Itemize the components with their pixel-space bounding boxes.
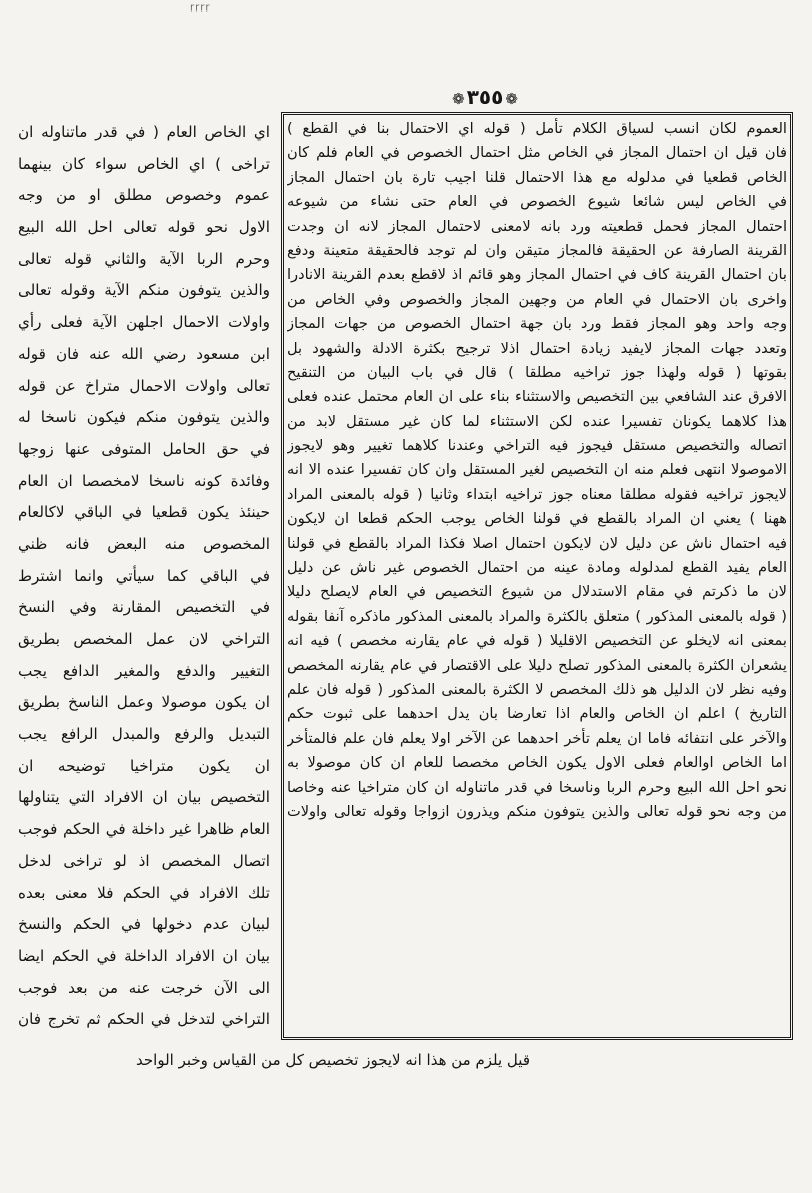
margin-text-line: وفائدة كونه ناسخا لامخصصا ان العام bbox=[18, 471, 270, 490]
page-number bbox=[430, 82, 540, 112]
main-text-line: القرينة الصارفة عن الحقيقة فالمجاز متيقن وان لم توجد فالحقيقة متعينة ودفع bbox=[287, 241, 787, 259]
main-text-line: الخاص قطعيا في مدلوله مع هذا الاحتمال قلنا اجيب تارة بان احتمال المجاز bbox=[287, 168, 787, 186]
main-text-line: التاريخ ) اعلم ان الخاص والعام اذا تعارضا بان يدل احدهما على ثبوت حكم bbox=[287, 705, 787, 723]
margin-text-line: تراخى ) اي الخاص سواء كان بينهما bbox=[18, 154, 270, 173]
margin-text-line: اي الخاص العام ( في قدر ماتناوله ان bbox=[18, 123, 270, 141]
margin-text-line: حينئذ يكون قطعيا في الباقي لاكالعام bbox=[18, 503, 270, 522]
top-ink-mark: ṛṛṛṛ bbox=[190, 2, 211, 13]
margin-text-line: المخصوص منه البعض فانه ظني bbox=[18, 534, 270, 553]
margin-text-line: التبديل والرفع والمبدل الرافع يجب bbox=[18, 725, 270, 744]
main-text-line: ههنا ) يعني ان المراد بالقطع في قولنا الخاص يوجب الحكم قطعا ان لايكون bbox=[287, 510, 787, 528]
margin-text-line: في التخصيص المقارنة وفي النسخ bbox=[18, 598, 270, 617]
main-text-line: ( قوله بالمعنى المذكور ) متعلق بالكثرة والمراد بالمعنى المذكور ماذكره آنفا بقوله bbox=[287, 607, 787, 625]
ornament-left-icon: ❁ bbox=[505, 90, 518, 108]
margin-text-line: وحرم الربا الآية والثاني قوله تعالى bbox=[18, 249, 270, 268]
margin-text-line: تعالى واولات الاحمال متراخ عن قوله bbox=[18, 376, 270, 395]
main-text-line: الافرق عند الشافعي بين التخصيص والاستثناء بناء على ان العام محتمل عنده فعلى bbox=[287, 388, 787, 406]
margin-text-line: ان يكون متراخيا توضيحه ان bbox=[18, 756, 270, 775]
main-text-line: بمعنى انه لايخلو عن التخصيص الاقليلا ( قوله في عام يقارنه مخصص ) فيه انه bbox=[287, 632, 787, 650]
main-text-line: فيه احتمال ناش عن دليل لان لايكون احتمال اصلا فكذا المراد بالقطع في قولنا bbox=[287, 534, 787, 552]
margin-text-line: اتصال المخصص اذ لو تراخى لدخل bbox=[18, 851, 270, 870]
main-text-line: وجه واحد وهو المجاز فقط ورد بان جهة احتمال الخصوص من جهات المجاز bbox=[287, 315, 787, 333]
main-text-line: وتعدد جهات المجاز لايفيد زيادة احتمال اذلا ترجيح بكثرة الادلة والشهود بل bbox=[287, 339, 787, 357]
margin-text-line: التغيير والدفع والمغير الدافع يجب bbox=[18, 661, 270, 680]
margin-text-line: تلك الافراد في الحكم فلا معنى بعده bbox=[18, 883, 270, 902]
main-text-line: وفيه نظر لان الدليل هو ذلك المخصص لا الكثرة بالمعنى المذكور ( قوله فان علم bbox=[287, 680, 787, 698]
margin-text-line: والذين يتوفون منكم الآية وقوله تعالى bbox=[18, 281, 270, 300]
main-text-line: واخرى بان الاحتمال في العام من وجهين المجاز والخصوص وفي الخاص من bbox=[287, 290, 787, 308]
margin-text-line: بيان ان الافراد الداخلة في الحكم ايضا bbox=[18, 946, 270, 965]
main-commentary-column bbox=[287, 117, 787, 1035]
margin-text-line: ان يكون موصولا وعمل الناسخ بطريق bbox=[18, 693, 270, 712]
margin-text-line: التراخي لان عمل المخصص بطريق bbox=[18, 630, 270, 648]
main-text-line: في الخاص ليس شائعا شيوع الخصوص في العام حتى نشاء من شيوعه bbox=[287, 193, 787, 211]
main-text-line: اتصاله والتخصيص مستقل فيجوز فيه التراخي وعندنا كلاهما تغيير وهو لايجوز bbox=[287, 437, 787, 455]
margin-text-line: العام ظاهرا غير داخلة في الحكم فوجب bbox=[18, 820, 270, 839]
margin-text-line: الاول نحو قوله تعالى احل الله البيع bbox=[18, 218, 270, 237]
margin-text-line: عموم وخصوص مطلق او من وجه bbox=[18, 186, 270, 205]
main-text-line: الاموصولا انتهى فعلم منه ان التخصيص لغير المستقل وان كان تفسيرا عنده الا انه bbox=[287, 461, 787, 479]
main-text-line: فان قيل ان احتمال المجاز في الخاص مثل احتمال الخصوص في العام فلم كان bbox=[287, 144, 787, 162]
margin-commentary-column bbox=[18, 117, 270, 1047]
margin-text-line: التخصيص بيان ان الافراد التي يتناولها bbox=[18, 788, 270, 807]
main-text-line: احتمال المجاز فحمل قطعيته ورد بانه لامعنى لاحتمال المجاز لانه ان وجدت bbox=[287, 217, 787, 235]
margin-text-line: والذين يتوفون منكم فيكون ناسخا له bbox=[18, 408, 270, 427]
margin-text-line: في الباقي كما سيأتي وانما اشترط bbox=[18, 566, 270, 585]
margin-text-line: التراخي لتدخل في الحكم ثم تخرج فان bbox=[18, 1010, 270, 1029]
main-text-line: اما الخاص اوالعام فعلى الاول يكون الخاص مخصصا للعام ان كان موصولا به bbox=[287, 754, 787, 772]
margin-text-line: ابن مسعود رضي الله عنه فان قوله bbox=[18, 344, 270, 363]
margin-text-line: لبيان عدم دخولها في الحكم والنسخ bbox=[18, 915, 270, 934]
main-text-line: لان ما ذكرتم في مقام الاستدلال من شيوع التخصيص في العام لايصلح دليلا bbox=[287, 583, 787, 601]
main-text-line: يشعران الكثرة بالمعنى المذكور تصلح دليلا على الاقتصار في عام يقارنه المخصص bbox=[287, 656, 787, 674]
main-text-line: والآخر على انتفائه فاما ان يعلم تأخر احدهما عن الآخر اولا يعلم فان علم فالمتأخر bbox=[287, 729, 787, 747]
ornament-right-icon: ❁ bbox=[452, 90, 465, 108]
page-number-value: ٣٥٥ bbox=[466, 85, 504, 109]
main-text-line: من وجه نحو قوله تعالى والذين يتوفون منكم ويذرون ازواجا وقوله تعالى واولات bbox=[287, 802, 787, 820]
main-text-line: بان احتمال القرينة كاف في احتمال المجاز وهو قائم اذ لاقطع بعدم القرينة الانادرا bbox=[287, 266, 787, 284]
main-text-line: العموم لكان انسب لسياق الكلام تأمل ( قوله اي الاحتمال بنا في القطع ) bbox=[287, 120, 787, 137]
main-text-line: بقوتها ( قوله ولهذا جوز تراخيه مطلقا ) قال في باب البيان من التنقيح bbox=[287, 363, 787, 381]
main-text-line: العام يفيد القطع لمدلوله ومادة عينه من احتمال الخصوص غير ناش عن دليل bbox=[287, 559, 787, 577]
footer-catchline: قيل يلزم من هذا انه لايجوز تخصيص كل من القياس وخبر الواحد bbox=[136, 1051, 530, 1069]
margin-text-line: واولات الاحمال اجلهن الآية فعلى رأي bbox=[18, 313, 270, 332]
margin-text-line: الى الآن خرجت عنه من بعد فوجب bbox=[18, 978, 270, 997]
main-text-line: نحو احل الله البيع وحرم الربا وناسخا في قدر ماتناوله ان كان متراخيا عنه وخاصا bbox=[287, 778, 787, 796]
margin-text-line: في حق الحامل المتوفى عنها زوجها bbox=[18, 439, 270, 458]
main-text-line: لايجوز تراخيه فقوله مطلقا معناه جوز تراخيه ابتداء وثانيا ( قوله بالمعنى المراد bbox=[287, 485, 787, 503]
main-text-line: هذا كلاهما يكونان تفسيرا عنده لكن الاستثناء لما كان غير مستقل لابد من bbox=[287, 412, 787, 430]
